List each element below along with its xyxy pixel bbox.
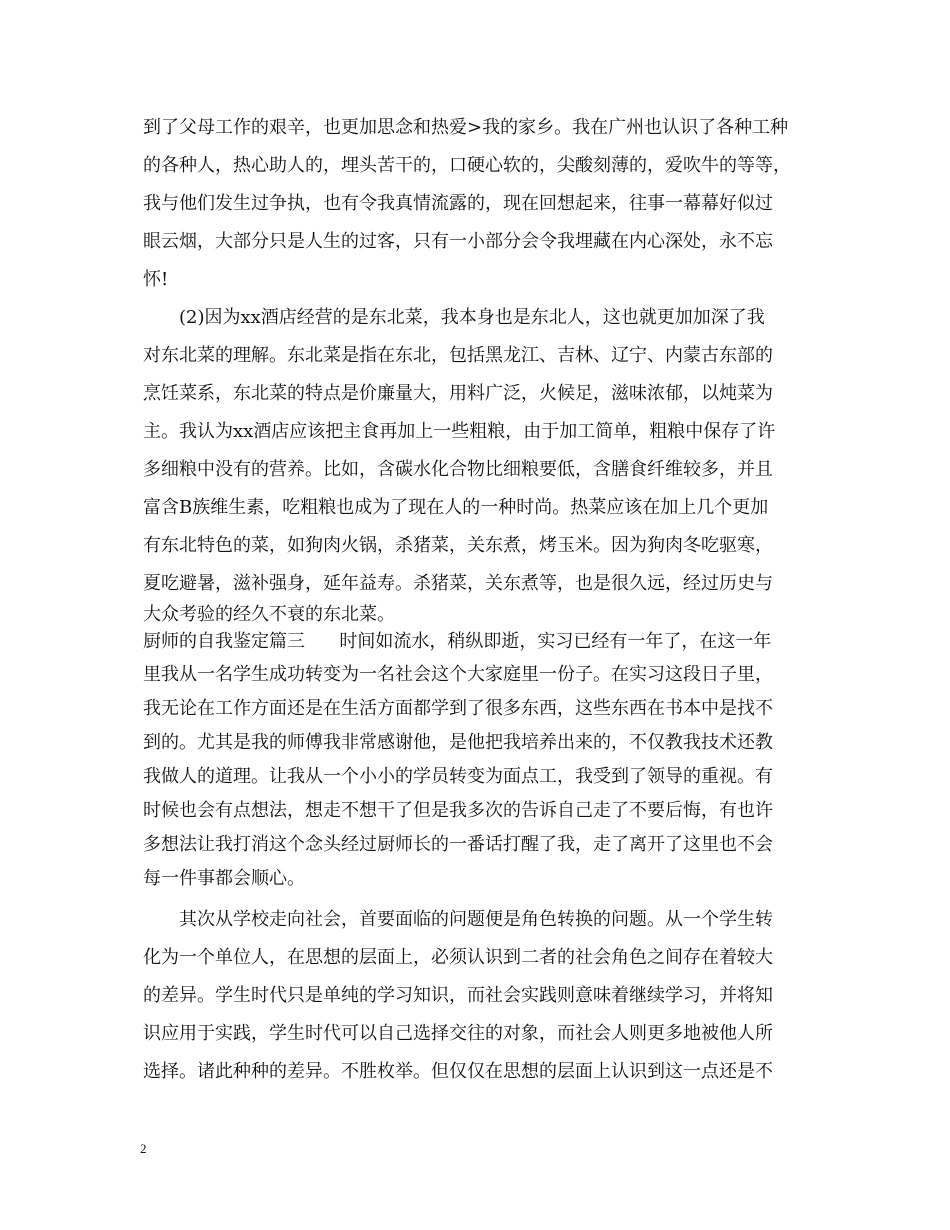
text-line: 选择。诸此种种的差异。不胜枚举。但仅仅在思想的层面上认识到这一点还是不 — [143, 1061, 773, 1082]
text-line: 多想法让我打消这个念头经过厨师长的一番话打醒了我，走了离开了这里也不会 — [143, 834, 773, 855]
text-line: 我无论在工作方面还是在生活方面都学到了很多东西，这些东西在书本中是找不 — [143, 698, 773, 719]
text-line: 对东北菜的理解。东北菜是指在东北，包括黑龙江、吉林、辽宁、内蒙古东部的 — [143, 345, 773, 366]
text-line: 多细粮中没有的营养。比如，含碳水化合物比细粮要低，含膳食纤维较多，并且 — [143, 459, 773, 480]
text-line: 怀! — [143, 269, 169, 290]
text-line: 到的。尤其是我的师傅我非常感谢他，是他把我培养出来的，不仅教我技术还教 — [143, 732, 773, 753]
text-line: 主。我认为xx酒店应该把主食再加上一些粗粮，由于加工简单，粗粮中保存了许 — [143, 421, 776, 442]
section-heading-line: 厨师的自我鉴定篇三 时间如流水，稍纵即逝，实习已经有一年了，在这一年 — [143, 631, 772, 652]
page-number: 2 — [140, 1141, 147, 1156]
text-line: 烹饪菜系，东北菜的特点是价廉量大，用料广泛，火候足，滋味浓郁，以炖菜为 — [143, 383, 773, 404]
text-line: 的各种人，热心助人的，埋头苦干的，口硬心软的，尖酸刻薄的，爱吹牛的等等， — [143, 155, 791, 176]
text-line: 化为一个单位人，在思想的层面上，必须认识到二者的社会角色之间存在着较大 — [143, 947, 773, 968]
text-line: 的差异。学生时代只是单纯的学习知识，而社会实践则意味着继续学习，并将知 — [143, 985, 773, 1006]
text-line: 我做人的道理。让我从一个小小的学员转变为面点工，我受到了领导的重视。有 — [143, 766, 773, 787]
text-line: 有东北特色的菜，如狗肉火锅，杀猪菜，关东煮，烤玉米。因为狗肉冬吃驱寒， — [143, 535, 773, 556]
text-line: (2)因为xx酒店经营的是东北菜，我本身也是东北人，这也就更加加深了我 — [179, 307, 765, 328]
text-line: 其次从学校走向社会，首要面临的问题便是角色转换的问题。从一个学生转 — [179, 909, 773, 930]
text-line: 夏吃避暑，滋补强身，延年益寿。杀猪菜，关东煮等，也是很久远，经过历史与 — [143, 573, 773, 594]
text-line: 识应用于实践，学生时代可以自己选择交往的对象，而社会人则更多地被他人所 — [143, 1023, 773, 1044]
text-line: 眼云烟，大部分只是人生的过客，只有一小部分会令我埋藏在内心深处，永不忘 — [143, 231, 773, 252]
text-line: 到了父母工作的艰辛，也更加思念和热爱>我的家乡。我在广州也认识了各种工种 — [143, 117, 789, 138]
text-line: 里我从一名学生成功转变为一名社会这个大家庭里一份子。在实习这段日子里， — [143, 664, 773, 685]
text-line: 大众考验的经久不衰的东北菜。 — [143, 604, 395, 625]
text-line: 富含B族维生素，吃粗粮也成为了现在人的一种时尚。热菜应该在加上几个更加 — [143, 497, 769, 518]
text-line: 时候也会有点想法，想走不想干了但是我多次的告诉自己走了不要后悔，有也许 — [143, 800, 773, 821]
text-line: 我与他们发生过争执，也有令我真情流露的，现在回想起来，往事一幕幕好似过 — [143, 193, 773, 214]
text-line: 每一件事都会顺心。 — [143, 868, 305, 889]
